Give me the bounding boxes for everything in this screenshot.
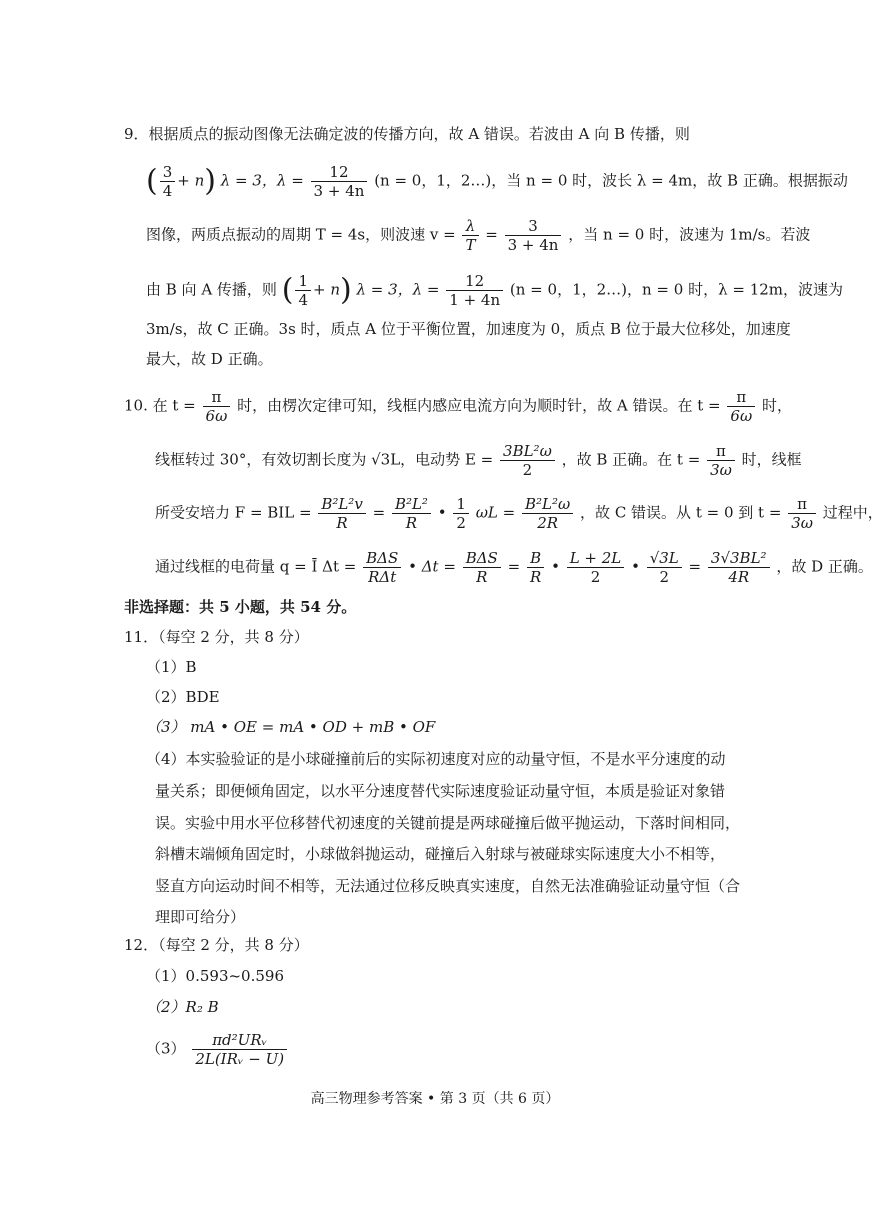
fraction: $\frac{3}{4}$ [160,163,176,200]
q11-answer-4-line1: （4）本实验验证的是小球碰撞前后的实际初速度对应的动量守恒，不是水平分速度的动 [146,750,726,768]
fraction: $\frac{\text{B²L²ω}}{2R}$ [522,495,573,532]
q11-answer-4-line6: 理即可给分） [155,908,246,926]
q10-line1: 10. 在 t = $\frac{\pi}{6\omega}$ 时，由楞次定律可知，线框内感应电流方向为顺时针，故 A 错误。在 t = $\frac{\pi}{6\omega}$ 时， [124,388,792,425]
fraction: $\frac{\pi}{6\omega}$ [203,388,231,425]
q9-line6: 最大，故 D 正确。 [146,350,273,368]
fraction: $\frac{\text{B²L²}}{R}$ [392,495,431,532]
q9-line5: 3m/s，故 C 正确。3s 时，质点 A 位于平衡位置，加速度为 0，质点 B 位于最大位移处，加速度 [146,320,791,338]
paren-open: ( [146,163,158,199]
q9-line4: 由 B 向 A 传播，则 ( $\frac{1}{4}$ + n) λ = 3，λ = $\frac{12}{1 + 4n}$ (n = 0，1，2…)，n = 0 时，λ = 12m，波速为 [146,272,844,309]
q9-line3: 图像，两质点振动的周期 T = 4s，则波速 v = $\frac{\lambda}{T}$ = $\frac{3}{3 + 4n}$ ，当 n = 0 时，波速为 1m/s。若波 [146,217,811,254]
q11-answer-4-line5: 竖直方向运动时间不相等，无法通过位移反映真实速度，自然无法准确验证动量守恒（合 [155,877,741,895]
q12-answer-2: （2）R₂ B [146,998,219,1016]
paren-close: ) [204,163,216,199]
q10-line3: 所受安培力 F = BIL = $\frac{\text{B²L²v}}{R}$ = $\frac{\text{B²L²}}{R}$ • $\frac{1}{2}$ ωL = $\frac{\text{B²L²ω}}{2R}$ ，故 C 错误。从 t = 0 到 t = $\frac{\pi}{3\omega}$ 过程中， [155,495,883,532]
fraction: $\frac{B}{R}$ [527,549,544,586]
fraction: $\frac{\text{B²L²v}}{R}$ [318,495,365,532]
fraction: $\frac{3}{3 + 4n}$ [505,217,562,254]
q11-answer-2: （2）BDE [146,688,220,706]
page-footer: 高三物理参考答案 • 第 3 页（共 6 页） [310,1091,560,1107]
fraction: $\frac{\pi}{6\omega}$ [727,388,755,425]
q9-line2: ( $\frac{3}{4}$ + n) λ = 3，λ = $\frac{12}{3 + 4n}$ (n = 0，1，2…)，当 n = 0 时，波长 λ = 4m，故 B 正确。根据振动 [146,163,848,200]
fraction: $\frac{\lambda}{T}$ [462,217,478,254]
fraction: BΔS R [463,549,501,586]
q12-heading: 12．（每空 2 分，共 8 分） [124,936,309,954]
section-heading: 非选择题：共 5 小题，共 54 分。 [124,598,357,616]
q9-line1: 9．根据质点的振动图像无法确定波的传播方向，故 A 错误。若波由 A 向 B 传播，则 [124,125,690,143]
fraction: $\frac{\pi}{3\omega}$ [788,495,816,532]
fraction: $\frac{L + 2L}{2}$ [567,549,625,586]
q12-answer-3: （3） πd²URᵥ 2L(IRᵥ − U) [146,1031,289,1068]
q11-answer-3: （3） mA • OE = mA • OD + mB • OF [146,718,436,736]
q11-heading: 11．（每空 2 分，共 8 分） [124,628,309,646]
q11-answer-4-line2: 量关系；即便倾角固定，以水平分速度替代实际速度验证动量守恒，本质是验证对象错 [155,782,726,800]
fraction: $\frac{1}{4}$ [295,272,311,309]
fraction: $\frac{12}{1 + 4n}$ [446,272,503,309]
fraction: $\frac{12}{3 + 4n}$ [311,163,368,200]
fraction: πd²URᵥ 2L(IRᵥ − U) [192,1031,287,1068]
fraction: BΔS RΔt [363,549,401,586]
q11-answer-4-line4: 斜槽末端倾角固定时，小球做斜抛运动，碰撞后入射球与被碰球实际速度大小不相等， [155,845,726,863]
q10-line2: 线框转过 30°，有效切割长度为 √3L，电动势 E = $\frac{\text{3BL²ω}}{2}$ ，故 B 正确。在 t = $\frac{\pi}{3\omega}$ 时，线框 [155,442,802,479]
q11-answer-4-line3: 误。实验中用水平位移替代初速度的关键前提是两球碰撞后做平抛运动，下落时间相同， [155,814,741,832]
fraction: $\frac{\text{3√3BL²}}{4R}$ [708,549,770,586]
q11-answer-1: （1）B [146,658,197,676]
q12-answer-1: （1）0.593~0.596 [146,967,284,985]
fraction: $\frac{\pi}{3\omega}$ [707,442,735,479]
fraction: $\frac{1}{2}$ [453,495,469,532]
fraction: $\frac{√3L}{2}$ [647,549,682,586]
fraction: $\frac{\text{3BL²ω}}{2}$ [500,442,555,479]
q10-line4: 通过线框的电荷量 q = Ī Δt = BΔS RΔt • Δt = BΔS R = $\frac{B}{R}$ • $\frac{L + 2L}{2}$ • $\frac{√3L}{2}$ = $\frac{\text{3√3BL²}}{4R}$ ，故 D 正确。 [155,549,873,586]
